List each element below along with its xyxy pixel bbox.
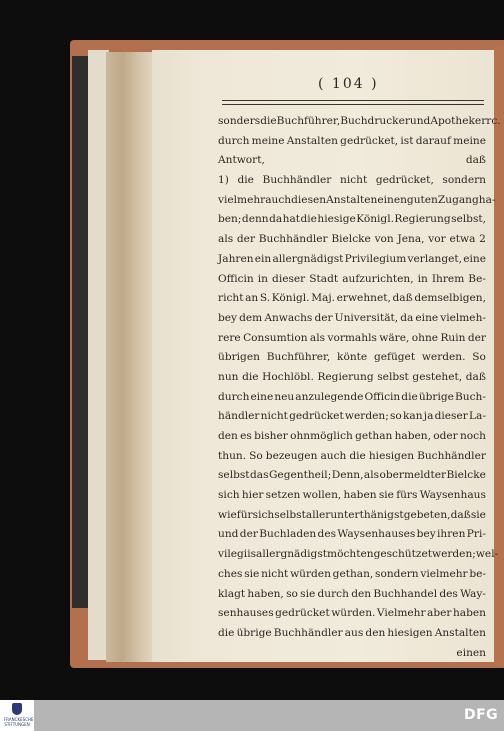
word: darauf [415,134,451,147]
text-line [218,486,486,506]
word: eine [250,390,274,403]
word: thun. [218,449,247,462]
word: vielmehr [218,193,266,206]
word: diesen [291,193,327,206]
word: nicht [260,410,288,423]
word: das [250,469,269,482]
word: ben; [218,213,242,226]
word: Ruin [440,331,466,344]
word: gethan [355,430,393,442]
word: selbst, [451,213,486,226]
word: die [401,390,418,403]
word: Bielcke [446,469,486,482]
word: die [237,174,254,187]
word: So [472,351,486,364]
text-line [218,565,486,585]
word: die [242,370,259,383]
word: wel- [475,548,499,561]
word: auch [265,193,292,206]
word: vilegiis [218,548,257,561]
word: verlanget, [407,252,463,265]
word: und [218,528,239,541]
word: haben [452,607,486,620]
word: in [417,272,428,285]
word: hiesigen [368,449,415,462]
word: in [257,272,268,285]
library-caption: FRANCKESCHE [4,717,34,722]
text-line [218,644,486,664]
word: vor [428,233,446,246]
word: selbst [377,370,409,383]
word: sie [378,489,394,502]
word: hat [282,213,301,226]
word: für [236,508,253,521]
word: setzen [265,489,301,502]
word: Jahren [218,252,254,265]
word: hier [241,489,264,502]
text-line [218,447,486,467]
word: einen [377,193,407,206]
word: Bielcke [331,233,371,246]
word: gedrücket, [375,174,434,187]
word: Officin [364,390,401,403]
word: vielmehr [420,567,468,580]
footer-band [34,700,504,731]
word: erwehnet, [336,292,391,305]
text-line [218,151,486,171]
word: Buchhändler [262,174,332,187]
word: den [351,587,372,600]
text-line [218,624,486,644]
word: gebeten, [403,508,451,521]
word: noch [459,430,486,442]
word: S. [259,292,271,305]
word: da [400,311,414,324]
word: Buchführer, [276,115,341,127]
word: ein [254,252,272,265]
word: klagt [218,587,246,600]
word: Universität, [334,311,399,324]
word: ist [400,134,414,147]
text-line [218,210,486,230]
word: und [409,115,431,127]
word: den [218,430,238,442]
word: nicht [261,567,289,580]
word: So [249,449,263,462]
word: 1) [218,174,229,187]
word: kan [403,410,423,423]
word: daß [450,508,471,521]
word: Stadt [309,272,339,285]
word: dieser [272,272,306,285]
word: einen [456,646,486,659]
word: gestehet, [412,370,463,383]
word: vielmeh- [440,311,486,324]
text-line [218,191,496,211]
word: selbst [218,469,250,482]
text-line [218,368,486,388]
word: an [245,292,259,305]
text-line [218,348,486,368]
word: nun [218,370,239,383]
word: demselbigen, [414,292,486,305]
word: obermeldter [379,469,447,482]
text-line [218,407,486,427]
word: neu [274,390,295,403]
word: ches [218,567,243,580]
dfg-logo[interactable]: DFG [464,707,499,723]
word: gethan, [332,567,374,580]
word: händler [218,410,260,423]
word: der [239,528,258,541]
word: Buchführer, [266,351,331,364]
word: Pri- [466,528,486,541]
word: Regierung [317,370,374,383]
word: bey [218,311,238,324]
word: da [269,213,283,226]
text-line [218,525,486,545]
word: allergnädigst [272,252,344,265]
word: oder [433,430,458,442]
word: möchten [327,548,374,561]
word: Zugang [437,193,479,206]
word: Vielmehr [376,607,426,620]
word: wäre, [379,331,410,344]
word: werden. [421,351,466,364]
word: durch [218,390,250,403]
word: Königl. [356,213,394,226]
word: könte [337,351,368,364]
word: Waysenhaus [419,489,486,502]
text-line [218,388,486,408]
word: der [314,311,333,324]
word: nicht [340,174,368,187]
word: Privilegium [344,252,407,265]
text-line [218,309,486,329]
word: Gegentheil; [268,469,332,482]
word: gedrücket [289,410,344,423]
page-number: ( 104 ) [318,76,379,92]
word: die [300,213,317,226]
word: rere [218,331,241,344]
word: die [349,449,366,462]
word: Way- [460,587,486,600]
page-text [218,112,501,663]
word: wollen, [302,489,342,502]
word: übrige [236,626,272,639]
word: aber [427,607,452,620]
word: ha- [478,193,496,206]
word: etwa [449,233,476,246]
word: Buchhändler [258,233,328,246]
text-line [218,230,486,250]
text-line [218,329,486,349]
word: hiesigen [387,626,433,639]
word: Maj. [311,292,336,305]
word: sich [252,508,275,521]
word: haben, [394,430,431,442]
word: Jena, [397,233,425,246]
word: Buchhändler [417,449,486,462]
word: würden. [331,607,376,620]
word: Antwort, [218,154,265,167]
word: sie [244,567,260,580]
word: übrigen [218,351,260,364]
word: geschützet [373,548,432,561]
text-line [218,289,486,309]
word: hiesige [317,213,356,226]
word: fürs [396,489,418,502]
word: haben [343,489,377,502]
text-line [218,171,486,191]
word: Buchdrucker [340,115,410,127]
word: gefüget [373,351,416,364]
word: sonders [218,115,261,127]
word: denn [241,213,269,226]
word: rc. [486,115,501,127]
word: von [374,233,394,246]
word: guten [406,193,438,206]
word: bey [416,528,436,541]
word: werden; [432,548,476,561]
word: aufzurichten, [342,272,414,285]
text-line [218,250,486,270]
text-line [218,270,486,290]
word: senhauses [218,607,274,620]
book-gutter [106,52,154,662]
word: eine [415,311,439,324]
word: allerunterthänigst [305,508,404,521]
word: es [240,430,252,442]
word: gedrücket, [340,134,399,147]
word: Buchhandel [373,587,438,600]
word: ohne [411,331,439,344]
word: allergnädigst [256,548,328,561]
word: so [286,587,298,600]
word: bisher [254,430,288,442]
word: Ihrem [431,272,465,285]
text-line [218,466,486,486]
word: des [317,528,337,541]
word: meine [453,134,486,147]
word: Königl. [271,292,310,305]
header-rule [222,100,484,105]
word: durch [317,587,349,600]
library-logo[interactable] [4,703,34,729]
word: Anwachs [264,311,313,324]
word: be- [469,567,486,580]
word: die [260,115,277,127]
word: sondern [442,174,486,187]
word: dieser [434,410,468,423]
text-line [218,112,501,132]
word: dem [239,311,263,324]
word: Be- [468,272,486,285]
word: Anstalten [434,626,486,639]
word: Buchhändler [273,626,343,639]
word: ihren [437,528,466,541]
word: Consumtion [243,331,308,344]
word: aus [344,626,364,639]
word: ja [423,410,434,423]
word: sie [300,587,316,600]
book-cover-edge [494,46,504,666]
word: richt [218,292,244,305]
word: anzulegende [295,390,364,403]
word: Waysenhauses [337,528,416,541]
text-line [218,427,486,447]
word: 2 [479,233,486,246]
word: würden [290,567,331,580]
word: als [363,469,380,482]
text-line [218,506,486,526]
word: die [218,626,235,639]
word: als [218,233,234,246]
text-line [218,604,486,624]
word: haben, [247,587,284,600]
word: bezeugen [265,449,318,462]
word: Hochlöbl. [262,370,314,383]
word: der [467,331,486,344]
word: sie [470,508,486,521]
word: auch [320,449,347,462]
word: daß [465,154,486,167]
word: den [365,626,386,639]
word: meine [251,134,285,147]
word: als [309,331,326,344]
word: gedrücket [275,607,330,620]
word: Anstalten [286,134,338,147]
word: Apotheker [430,115,487,127]
word: ohnmöglich [290,430,353,442]
word: selbst [274,508,306,521]
word: Buch- [454,390,486,403]
library-caption: STIFTUNGEN [4,722,30,727]
word: Officin [218,272,254,285]
word: übrige [418,390,454,403]
word: werden; [344,410,389,423]
word: sondern [375,567,419,580]
word: daß [392,292,413,305]
word: Buchladen [259,528,317,541]
word: vormahls [327,331,377,344]
word: Anstalten [326,193,378,206]
word: wie [218,508,237,521]
word: so [389,410,402,423]
crest-icon [12,703,22,715]
word: La- [469,410,486,423]
word: des [439,587,458,600]
word: daß [465,370,486,383]
word: der [236,233,256,246]
text-line [218,132,486,152]
word: Denn, [331,469,364,482]
text-line [218,545,499,565]
word: eine [463,252,486,265]
text-line [218,585,486,605]
word: sich [218,489,240,502]
word: Regierung [394,213,451,226]
word: durch [218,134,250,147]
